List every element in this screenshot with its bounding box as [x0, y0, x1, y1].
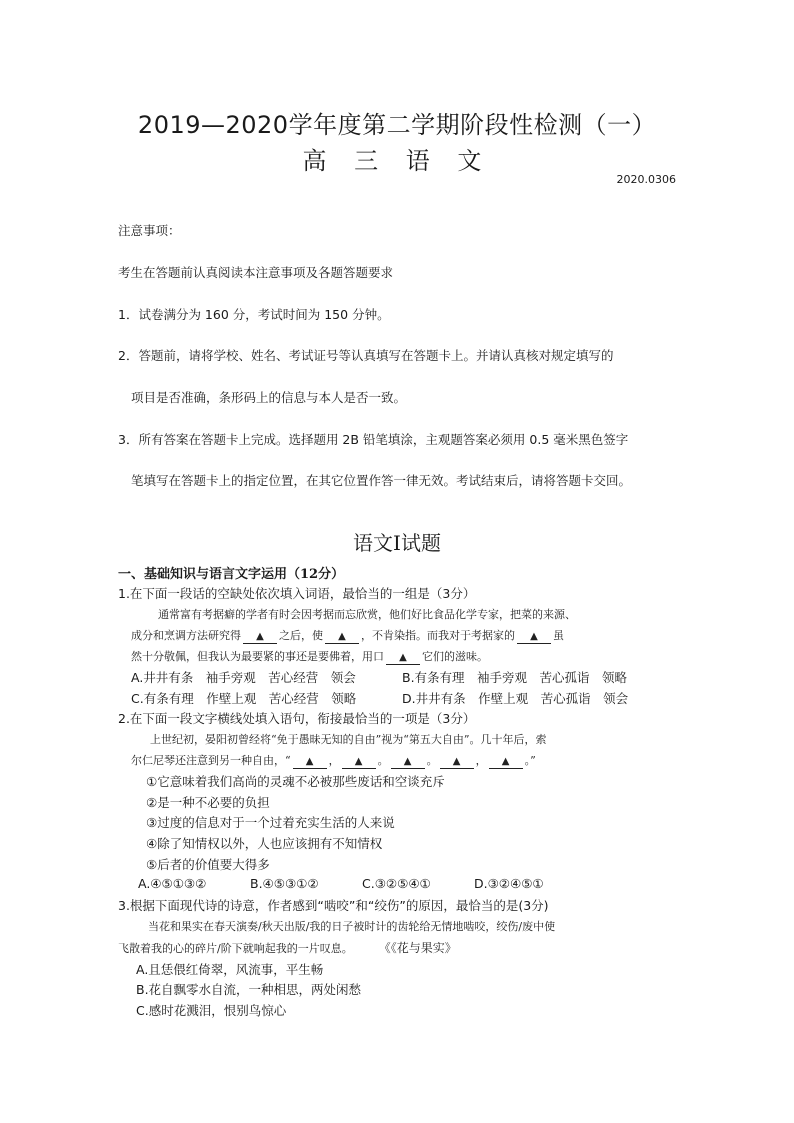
- q1-option-c: C.有条有理 作壁上观 苦心经营 领略: [131, 691, 357, 706]
- blank-marker: ▲: [386, 652, 420, 665]
- q3-option-c: C.感时花溅泪，恨别鸟惊心: [136, 1003, 287, 1018]
- blank-marker: ▲: [325, 631, 359, 644]
- notes-item-3a: 3．所有答案在答题卡上完成。选择题用 2B 铅笔填涂，主观题答案必须用 0.5 毫米黑色签字: [118, 432, 629, 447]
- notes-item-1: 1．试卷满分为 160 分，考试时间为 150 分钟。: [118, 307, 390, 322]
- q2-option-a: A.④⑤①③②: [138, 876, 207, 891]
- blank-marker: ▲: [342, 756, 376, 769]
- q1-option-d: D.井井有条 作壁上观 苦心孤诣 领会: [402, 691, 629, 706]
- part-heading: 一、基础知识与语言文字运用（12分）: [118, 567, 345, 582]
- blank-marker: ▲: [517, 631, 551, 644]
- q2-passage-line-2: 尔仁尼琴还注意到另一种自由，“ ▲ ， ▲ 。 ▲ 。 ▲ ， ▲ 。”: [131, 754, 536, 767]
- q2-passage-line-1: 上世纪初，晏阳初曾经将“免于愚昧无知的自由”视为“第五大自由”。几十年后，索: [150, 733, 547, 746]
- notes-item-3b: 笔填写在答题卡上的指定位置，在其它位置作答一律无效。考试结束后，请将答题卡交回。: [131, 473, 632, 488]
- q2-option-b: B.④⑤③①②: [250, 876, 319, 891]
- notes-heading: 注意事项：: [118, 223, 181, 238]
- q2-sentence-3: ③过度的信息对于一个过着充实生活的人来说: [146, 815, 395, 830]
- q2-sentence-5: ⑤后者的价值要大得多: [146, 857, 270, 872]
- q3-stem: 3.根据下面现代诗的诗意，作者感到“啮咬”和“绞伤”的原因，最恰当的是(3分): [118, 898, 549, 913]
- q3-option-b: B.花自飘零水自流，一种相思，两处闲愁: [136, 982, 362, 997]
- notes-item-2a: 2．答题前，请将学校、姓名、考试证号等认真填写在答题卡上。并请认真核对规定填写的: [118, 348, 614, 363]
- notes-intro: 考生在答题前认真阅读本注意事项及各题答题要求: [118, 265, 394, 280]
- q1-option-b: B.有条有理 袖手旁观 苦心孤诣 领略: [402, 670, 628, 685]
- q1-passage-line-1: 通常富有考据癖的学者有时会因考据而忘欣赏，他们好比食品化学专家，把菜的来源、: [158, 608, 576, 621]
- blank-marker: ▲: [293, 756, 327, 769]
- q3-poem-line-2: 飞散着我的心的碎片/阶下就响起我的一片叹息。 《《花与果实》: [118, 941, 457, 955]
- q1-stem: 1.在下面一段话的空缺处依次填入词语，最恰当的一组是（3分）: [118, 586, 476, 601]
- q2-option-c: C.③②⑤④①: [362, 876, 431, 891]
- q2-option-d: D.③②④⑤①: [474, 876, 544, 891]
- q1-option-a: A.井井有条 袖手旁观 苦心经营 领会: [131, 670, 356, 685]
- q3-option-a: A.且恁偎红倚翠，风流事，平生畅: [136, 962, 324, 977]
- blank-marker: ▲: [440, 756, 474, 769]
- blank-marker: ▲: [489, 756, 523, 769]
- notes-item-2b: 项目是否准确，条形码上的信息与本人是否一致。: [131, 390, 407, 405]
- q2-stem: 2.在下面一段文字横线处填入语句，衔接最恰当的一项是（3分）: [118, 711, 476, 726]
- blank-marker: ▲: [243, 631, 277, 644]
- q1-passage-line-2: 成分和烹调方法研究得 ▲ 之后，使 ▲ ，不肯染指。而我对于考据家的 ▲ 虽: [131, 629, 564, 642]
- q3-poem-line-1: 当花和果实在春天演奏/秋天出版/我的日子被时计的齿轮给无情地啮咬，绞伤/废中使: [148, 920, 556, 933]
- exam-subject: 高 三 语 文: [302, 147, 492, 175]
- q2-sentence-1: ①它意味着我们高尚的灵魂不必被那些废话和空谈充斥: [146, 774, 445, 789]
- exam-title: 2019—2020学年度第二学期阶段性检测（一）: [137, 111, 657, 139]
- blank-marker: ▲: [391, 756, 425, 769]
- q1-passage-line-3: 然十分敬佩，但我认为最要紧的事还是要佛着，用口 ▲ 它们的滋味。: [131, 650, 488, 663]
- q2-sentence-4: ④除了知情权以外，人也应该拥有不知情权: [146, 836, 383, 851]
- q2-sentence-2: ②是一种不必要的负担: [146, 795, 270, 810]
- exam-date: 2020.0306: [616, 173, 676, 186]
- q3-source: 《《花与果实》: [378, 941, 457, 955]
- section-title: 语文Ⅰ试题: [353, 531, 441, 555]
